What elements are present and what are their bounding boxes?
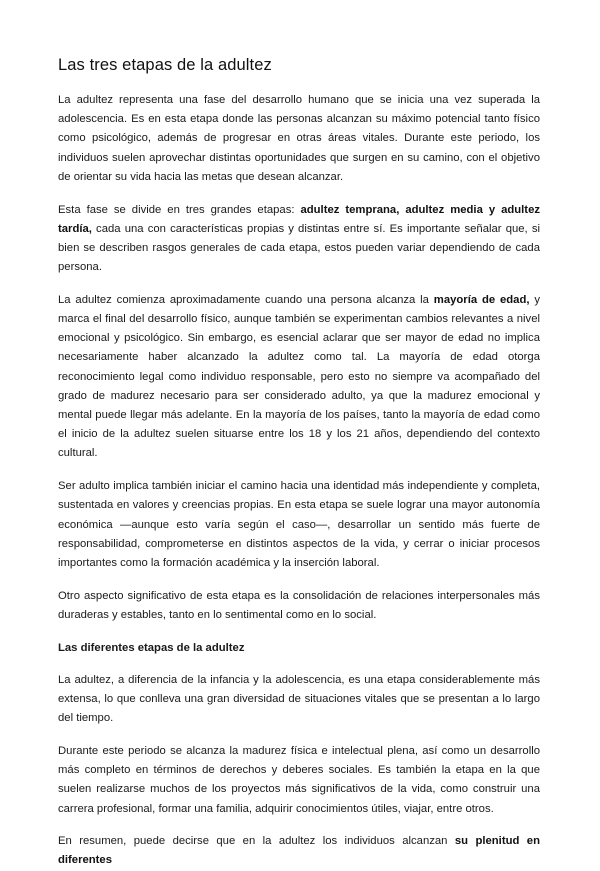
paragraph-summary-text-start: En resumen, puede decirse que en la adultez los individuos alcanzan <box>58 835 455 848</box>
paragraph-stages-text-start: Esta fase se divide en tres grandes etapas: <box>58 203 301 216</box>
paragraph-stages-text-end: cada una con características propias y distintas entre sí. Es importante señalar que, si bien se describen rasgos generales de cada etapa, estos pueden variar dependiendo de cada persona. <box>58 222 540 274</box>
paragraph-relationships: Otro aspecto significativo de esta etapa es la consolidación de relaciones interpersonales más duraderas y estables, tanto en lo sentimental como en lo social. <box>58 589 540 621</box>
paragraph-summary-bold: su plenitud en diferentes <box>58 835 540 867</box>
paragraph-maturity: Durante este periodo se alcanza la madurez física e intelectual plena, así como un desarrollo más completo en términos de derechos y deberes sociales. Es también la etapa en la que suelen realizarse muchos de los proyectos más significativos de la vida, como construir una carrera profesional, formar una familia, adquirir conocimientos útiles, viajar, entre otros. <box>58 744 540 815</box>
paragraph-majority-age <box>58 291 540 464</box>
paragraph-majority-age-bold: mayoría de edad, <box>433 293 530 306</box>
paragraph-summary <box>58 832 540 870</box>
paragraph-intro: La adultez representa una fase del desarrollo humano que se inicia una vez superada la adolescencia. Es en esta etapa donde las personas alcanzan su máximo potencial tanto físico como psicológico, además de progresar en otras áreas vitales. Durante este periodo, los individuos suelen aprovechar distintas oportunidades que surgen en su camino, con el objetivo de orientar su vida hacia las metas que desean alcanzar. <box>58 94 540 183</box>
paragraph-majority-age-text-end: y marca el final del desarrollo físico, aunque también se experimentan cambios relevantes a nivel emocional y psicológico. Sin embargo, es esencial aclarar que ser mayor de edad no implica necesariamente haber alcanzado la adultez como tal. La mayoría de edad otorga reconocimiento legal como individuo responsable, pero esto no siempre va acompañado del grado de madurez necesario para ser considerado adulto, ya que la madurez emocional y mental puede llegar más adelante. En la mayoría de los países, tanto la mayoría de edad como el inicio de la adultez suelen situarse entre los 18 y los 21 años, dependiendo del contexto cultural. <box>58 293 540 460</box>
paragraph-majority-age-text-start: La adultez comienza aproximadamente cuando una persona alcanza la <box>58 293 434 306</box>
section-subheading: Las diferentes etapas de la adultez <box>58 641 245 654</box>
paragraph-extension: La adultez, a diferencia de la infancia y la adolescencia, es una etapa considerablemente más extensa, lo que conlleva una gran diversidad de situaciones vitales que se presentan a lo largo del tiempo. <box>58 673 540 725</box>
paragraph-identity: Ser adulto implica también iniciar el camino hacia una identidad más independiente y completa, sustentada en valores y creencias propias. En esta etapa se suele lograr una mayor autonomía económica —aunque esto varía según el caso—, desarrollar un sentido más fuerte de responsabilidad, comprometerse en distintos aspectos de la vida, y cerrar o iniciar procesos importantes como la formación académica y la inserción laboral. <box>58 480 540 569</box>
paragraph-stages <box>58 201 540 278</box>
paragraph-stages-bold: adultez temprana, adultez media y adultez tardía, <box>58 203 540 235</box>
document-title: Las tres etapas de la adultez <box>58 56 272 74</box>
